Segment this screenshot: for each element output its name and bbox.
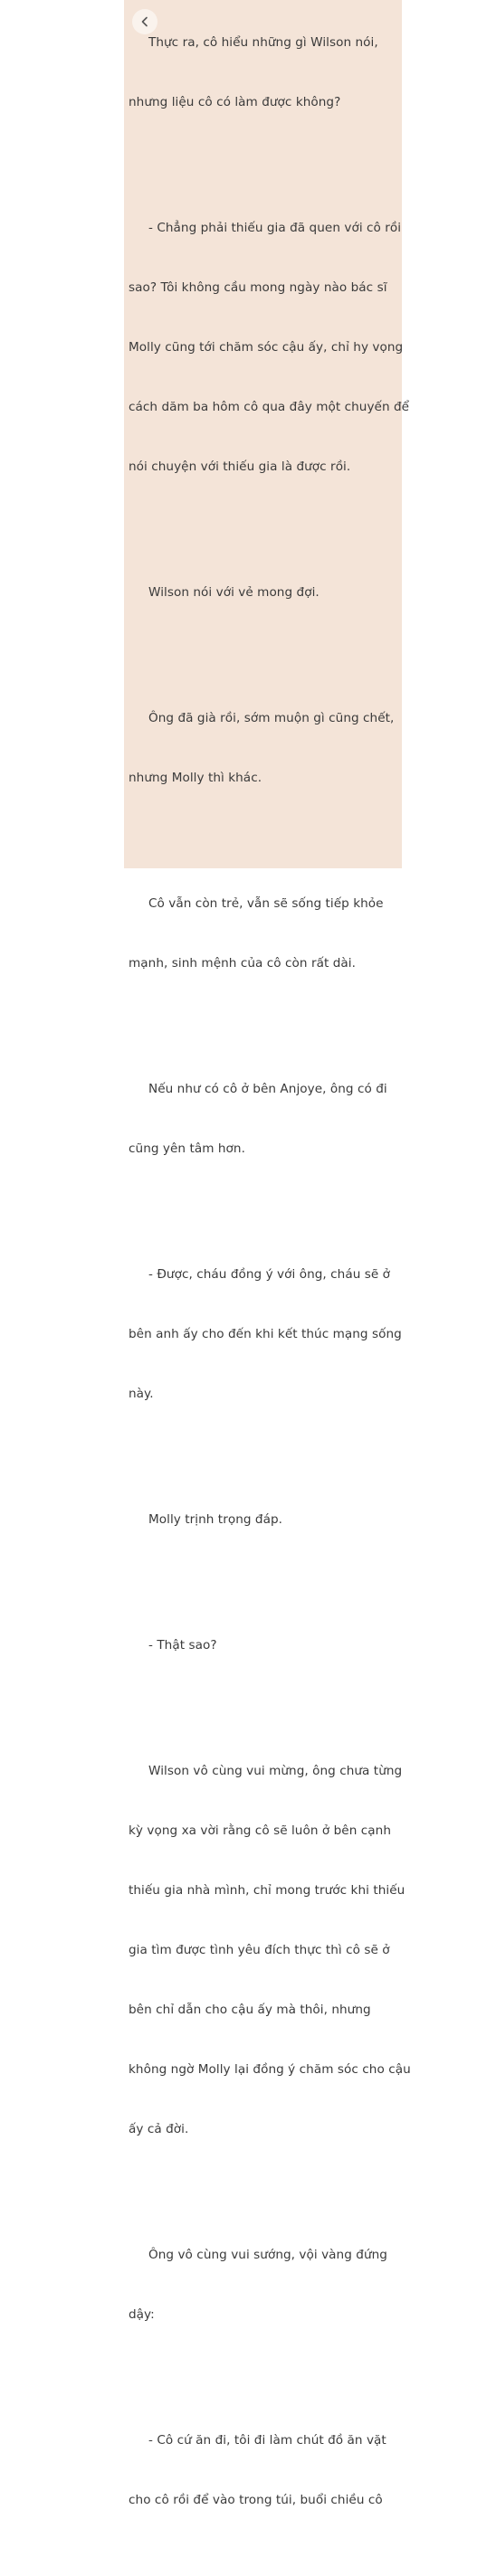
paragraph bbox=[129, 0, 400, 152]
text-line: Molly cũng tới chăm sóc cậu ấy, chỉ hy vọng bbox=[129, 340, 404, 355]
text-line: Molly trịnh trọng đáp. bbox=[148, 1512, 283, 1527]
text-line: mạnh, sinh mệnh của cô còn rất dài. bbox=[129, 956, 356, 971]
paragraph bbox=[129, 1470, 400, 1569]
back-button[interactable] bbox=[132, 9, 157, 34]
text-line: bên chỉ dẫn cho cậu ấy mà thôi, nhưng bbox=[129, 2003, 371, 2017]
text-line: cho cô rồi để vào trong túi, buổi chiều cô bbox=[129, 2493, 383, 2507]
text-line: Wilson vô cùng vui mừng, ông chưa từng bbox=[148, 1764, 403, 1778]
text-line: nói chuyện với thiếu gia là được rồi. bbox=[129, 459, 351, 474]
text-line: thiếu gia nhà mình, chỉ mong trước khi thiếu bbox=[129, 1883, 405, 1898]
text-line: kỳ vọng xa vời rằng cô sẽ luôn ở bên cạnh bbox=[129, 1823, 391, 1838]
text-line: Nếu như có cô ở bên Anjoye, ông có đi bbox=[148, 1082, 387, 1096]
text-line: này. bbox=[129, 1387, 154, 1401]
text-line: cách dăm ba hôm cô qua đây một chuyến để bbox=[129, 400, 410, 414]
text-line: - Thật sao? bbox=[148, 1638, 217, 1653]
chevron-left-icon bbox=[139, 16, 150, 27]
paragraph bbox=[129, 2391, 400, 2550]
text-line: bên anh ấy cho đến khi kết thúc mạng sống bbox=[129, 1327, 402, 1341]
text-line: Cô vẫn còn trẻ, vẫn sẽ sống tiếp khỏe bbox=[148, 896, 384, 911]
text-line: Thực ra, cô hiểu những gì Wilson nói, bbox=[148, 35, 378, 50]
reader-column bbox=[124, 0, 411, 2507]
text-line: - Được, cháu đồng ý với ông, cháu sẽ ở bbox=[148, 1267, 391, 1282]
text-line: không ngờ Molly lại đồng ý chăm sóc cho cậu bbox=[129, 2062, 411, 2077]
paragraph bbox=[129, 178, 410, 516]
text-line: nhưng liệu cô có làm được không? bbox=[129, 95, 341, 109]
text-line: - Chẳng phải thiếu gia đã quen với cô rồi bbox=[148, 221, 402, 235]
text-line: dậy: bbox=[129, 2307, 155, 2322]
paragraph bbox=[129, 1225, 400, 1444]
text-line: ấy cả đời. bbox=[129, 2122, 189, 2136]
paragraph bbox=[129, 1596, 400, 1695]
text-line: sao? Tôi không cầu mong ngày nào bác sĩ bbox=[129, 280, 387, 295]
text-line: nhưng Molly thì khác. bbox=[129, 771, 262, 785]
paragraph bbox=[129, 668, 400, 828]
paragraph bbox=[129, 2205, 400, 2364]
text-line: - Cô cứ ăn đi, tôi đi làm chút đồ ăn vặt bbox=[148, 2433, 386, 2448]
article-body bbox=[129, 0, 411, 2576]
text-line: Wilson nói với vẻ mong đợi. bbox=[148, 585, 320, 600]
text-line: Ông vô cùng vui sướng, vội vàng đứng bbox=[148, 2248, 387, 2262]
paragraph bbox=[129, 854, 400, 1013]
text-line: Ông đã già rồi, sớm muộn gì cũng chết, bbox=[148, 711, 395, 725]
text-line: gia tìm được tình yêu đích thực thì cô sẽ ở bbox=[129, 1943, 390, 1957]
text-line: cũng yên tâm hơn. bbox=[129, 1141, 245, 1156]
paragraph bbox=[129, 543, 400, 642]
paragraph bbox=[129, 1721, 411, 2179]
paragraph bbox=[129, 1039, 400, 1198]
